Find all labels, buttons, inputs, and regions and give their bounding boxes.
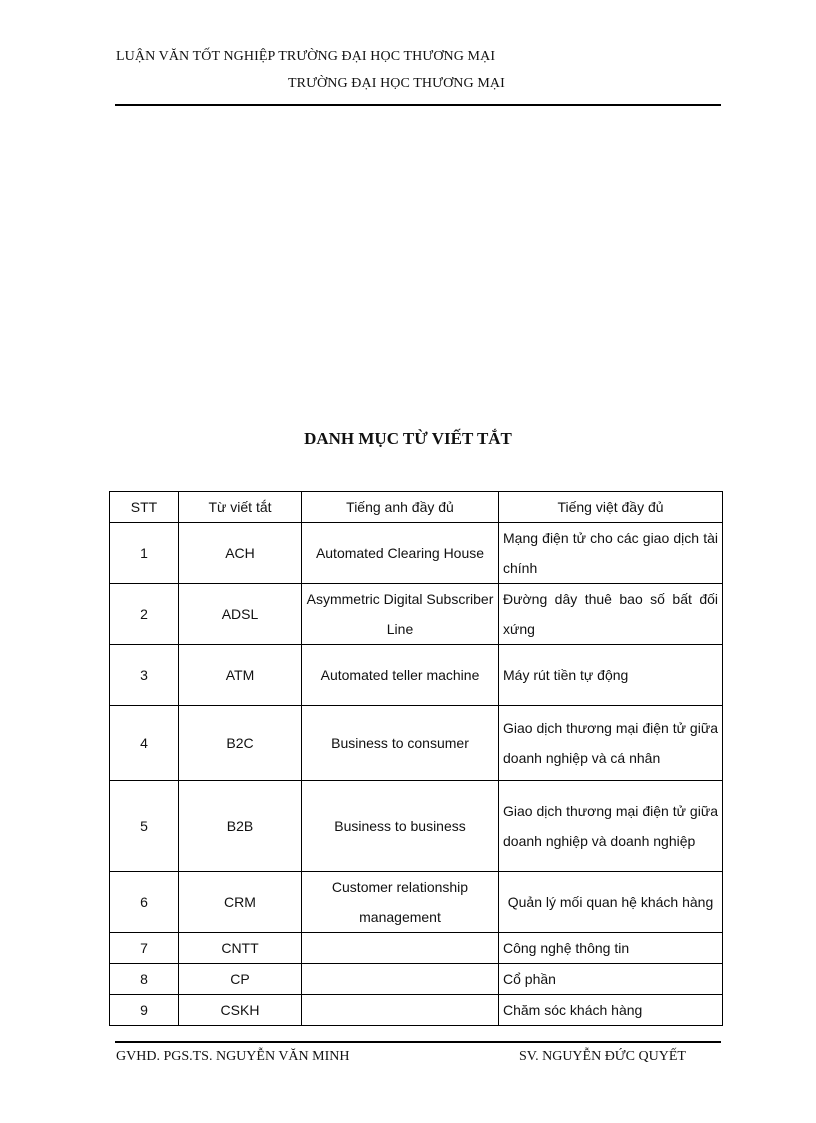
cell-stt: 6 — [110, 872, 179, 933]
cell-stt: 1 — [110, 523, 179, 584]
cell-vietnamese: Mạng điện tử cho các giao dịch tài chính — [499, 523, 723, 584]
cell-stt: 4 — [110, 706, 179, 781]
cell-english: Asymmetric Digital Subscriber Line — [302, 584, 499, 645]
header-abbreviation: Từ viết tắt — [179, 492, 302, 523]
table-row — [110, 964, 723, 995]
cell-english — [302, 964, 499, 995]
cell-english — [302, 933, 499, 964]
cell-stt: 8 — [110, 964, 179, 995]
cell-english: Customer relationship management — [302, 872, 499, 933]
table-row — [110, 781, 723, 872]
cell-stt: 7 — [110, 933, 179, 964]
footer-supervisor: GVHD. PGS.TS. NGUYỄN VĂN MINH — [116, 1049, 350, 1064]
table-row — [110, 645, 723, 706]
cell-abbreviation: CNTT — [179, 933, 302, 964]
table-row — [110, 995, 723, 1026]
cell-abbreviation: CRM — [179, 872, 302, 933]
cell-english: Business to business — [302, 781, 499, 872]
cell-abbreviation: ADSL — [179, 584, 302, 645]
cell-abbreviation: B2C — [179, 706, 302, 781]
cell-stt: 3 — [110, 645, 179, 706]
cell-vietnamese: Giao dịch thương mại điện tử giữa doanh nghiệp và cá nhân — [499, 706, 723, 781]
cell-abbreviation: B2B — [179, 781, 302, 872]
cell-vietnamese: Công nghệ thông tin — [499, 933, 723, 964]
cell-abbreviation: CSKH — [179, 995, 302, 1026]
cell-vietnamese: Chăm sóc khách hàng — [499, 995, 723, 1026]
cell-vietnamese: Cổ phần — [499, 964, 723, 995]
table-row — [110, 706, 723, 781]
cell-english: Automated teller machine — [302, 645, 499, 706]
header-divider — [115, 104, 721, 106]
abbreviation-table — [109, 491, 723, 1026]
cell-stt: 5 — [110, 781, 179, 872]
page-title: DANH MỤC TỪ VIẾT TẮT — [304, 429, 512, 448]
cell-stt: 9 — [110, 995, 179, 1026]
header-english: Tiếng anh đầy đủ — [302, 492, 499, 523]
cell-english — [302, 995, 499, 1026]
header-stt: STT — [110, 492, 179, 523]
cell-vietnamese: Giao dịch thương mại điện tử giữa doanh nghiệp và doanh nghiệp — [499, 781, 723, 872]
cell-english: Automated Clearing House — [302, 523, 499, 584]
table-row — [110, 584, 723, 645]
cell-abbreviation: CP — [179, 964, 302, 995]
cell-vietnamese: Máy rút tiền tự động — [499, 645, 723, 706]
footer-student: SV. NGUYỄN ĐỨC QUYẾT — [519, 1049, 686, 1064]
running-header-subtitle: TRƯỜNG ĐẠI HỌC THƯƠNG MẠI — [288, 76, 505, 91]
cell-vietnamese: Quản lý mối quan hệ khách hàng — [499, 872, 723, 933]
running-header-title: LUẬN VĂN TỐT NGHIỆP TRƯỜNG ĐẠI HỌC THƯƠNG MẠI — [116, 49, 496, 64]
footer-divider — [115, 1041, 721, 1043]
table-row — [110, 872, 723, 933]
header-vietnamese: Tiếng việt đầy đủ — [499, 492, 723, 523]
cell-abbreviation: ATM — [179, 645, 302, 706]
cell-stt: 2 — [110, 584, 179, 645]
table-header-row — [110, 492, 723, 523]
cell-english: Business to consumer — [302, 706, 499, 781]
table-row — [110, 523, 723, 584]
cell-abbreviation: ACH — [179, 523, 302, 584]
cell-vietnamese: Đường dây thuê bao số bất đối xứng — [499, 584, 723, 645]
table-row — [110, 933, 723, 964]
